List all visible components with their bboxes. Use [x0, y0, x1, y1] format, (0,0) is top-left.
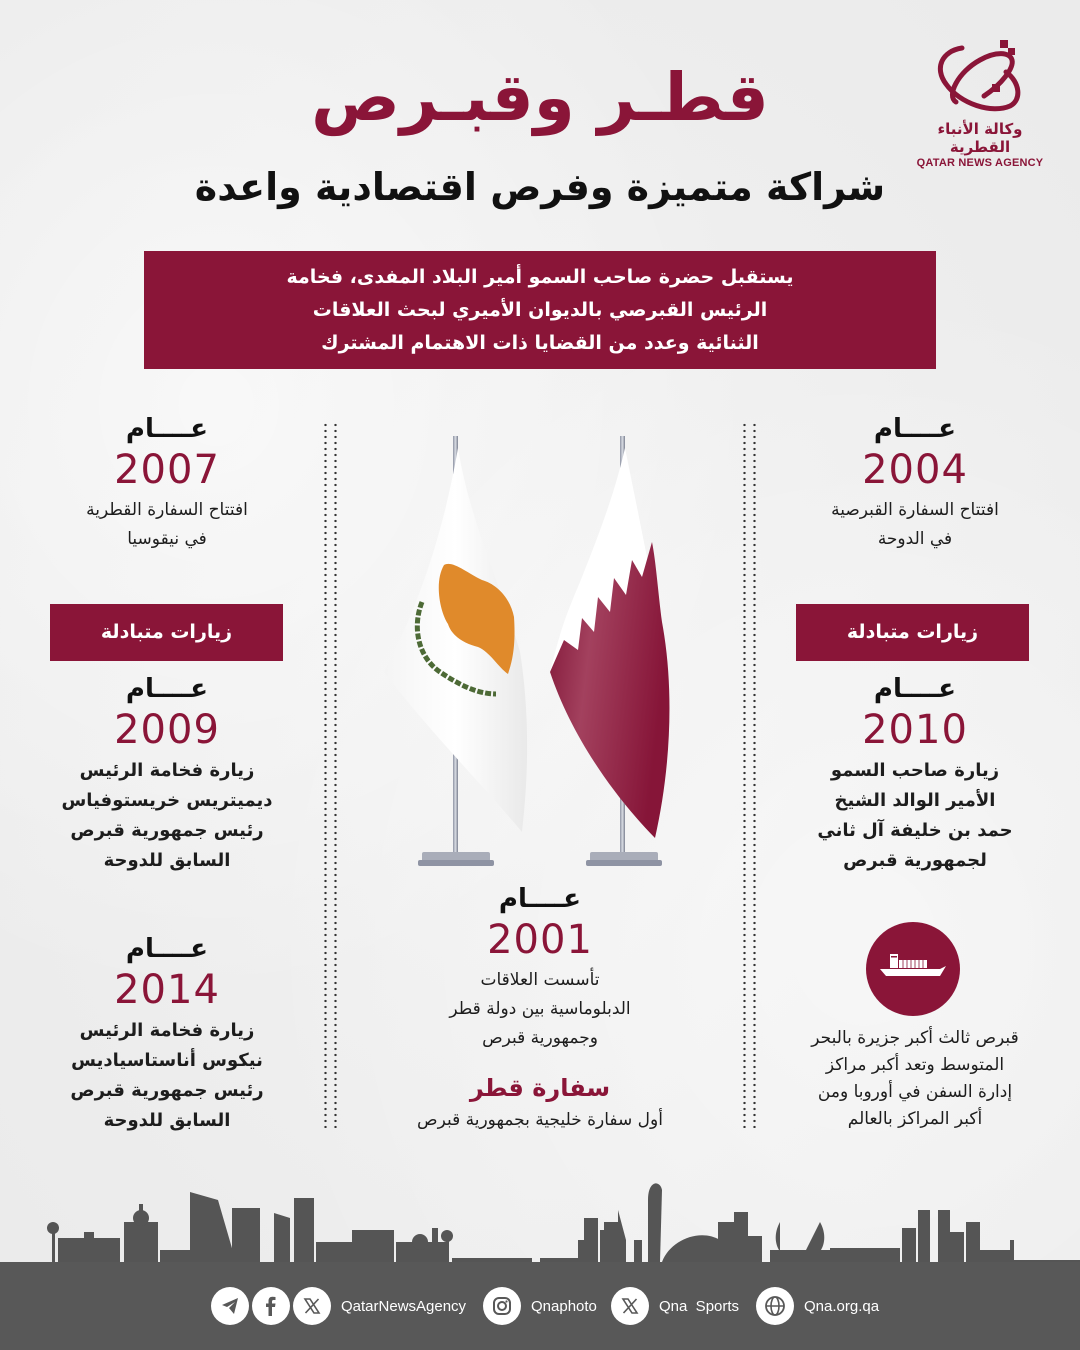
page-title: قطـر وقبـرص	[311, 59, 769, 136]
flags-illustration	[370, 432, 710, 872]
x-icon[interactable]	[293, 1287, 331, 1325]
year-value: 2004	[862, 447, 968, 493]
social-handle[interactable]: QatarNewsAgency	[341, 1297, 467, 1315]
qatar-embassy-heading: سفارة قطر	[469, 1074, 611, 1102]
item-description: زيارة صاحب السمو	[830, 760, 1000, 781]
item-description: السابق للدوحة	[103, 850, 231, 871]
social-group-website	[756, 1287, 879, 1325]
fact-line: المتوسط وتعد أكبر مراكز	[825, 1055, 1005, 1075]
fact-line: قبرص ثالث أكبر جزيرة بالبحر	[811, 1028, 1019, 1048]
timeline-item-2014	[42, 934, 292, 1136]
cargo-ship-icon	[866, 922, 960, 1016]
year-value: 2007	[114, 447, 220, 493]
logo-arabic-name: وكالة الأنباء القطرية	[937, 120, 1023, 156]
item-description: نيكوس أناستاسياديس	[71, 1050, 263, 1071]
item-description: افتتاح السفارة القبرصية	[831, 500, 999, 520]
social-handle[interactable]: Qnaphoto	[531, 1297, 597, 1315]
item-description: زيارة فخامة الرئيس	[79, 1020, 255, 1041]
timeline-item-2009	[42, 674, 292, 876]
social-group-qna-sports	[611, 1287, 739, 1325]
x-icon[interactable]	[611, 1287, 649, 1325]
year-label: عــــام	[873, 414, 957, 444]
page-subtitle: شراكة متميزة وفرص اقتصادية واعدة	[194, 165, 886, 209]
year-label: عــــام	[498, 884, 582, 914]
facebook-icon[interactable]	[252, 1287, 290, 1325]
mutual-visits-badge-left: زيارات متبادلة	[50, 604, 283, 661]
year-label: عــــام	[125, 934, 209, 964]
mutual-visits-badge-right: زيارات متبادلة	[796, 604, 1029, 661]
year-label: عــــام	[125, 674, 209, 704]
globe-icon[interactable]	[756, 1287, 794, 1325]
item-description: افتتاح السفارة القطرية	[86, 500, 248, 520]
item-description: تأسست العلاقات	[480, 970, 600, 990]
social-group-qnaphoto	[483, 1287, 597, 1325]
divider-dotted	[334, 422, 337, 1128]
qna-logo	[905, 36, 1055, 169]
social-handle[interactable]: Qna Sports	[659, 1297, 740, 1315]
year-value: 2014	[114, 967, 220, 1013]
item-description: وجمهورية قبرص	[482, 1028, 598, 1048]
year-value: 2009	[114, 707, 220, 753]
fact-line: إدارة السفن في أوروبا ومن	[817, 1082, 1013, 1102]
item-description: حمد بن خليفة آل ثاني	[817, 820, 1013, 841]
qna-emblem-icon	[932, 36, 1028, 118]
telegram-icon[interactable]	[211, 1287, 249, 1325]
fact-line: أكبر المراكز بالعالم	[847, 1109, 983, 1129]
timeline-item-2010	[790, 674, 1040, 876]
item-description: الأمير الوالد الشيخ	[834, 790, 996, 811]
banner-line: يستقبل حضرة صاحب السمو أمير البلاد المفدى، فخامة	[286, 266, 794, 288]
year-value: 2001	[487, 917, 593, 963]
qatar-flag	[550, 436, 669, 866]
qatar-embassy-description: أول سفارة خليجية بجمهورية قبرص	[417, 1110, 663, 1130]
item-description: لجمهورية قبرص	[843, 850, 987, 871]
divider-dotted	[753, 422, 756, 1128]
year-label: عــــام	[125, 414, 209, 444]
website-link[interactable]: Qna.org.qa	[804, 1297, 880, 1315]
timeline-item-2001	[400, 884, 680, 1053]
item-description: زيارة فخامة الرئيس	[79, 760, 255, 781]
item-description: الدبلوماسية بين دولة قطر	[449, 999, 631, 1019]
cyprus-fact	[790, 1025, 1040, 1133]
item-description: السابق للدوحة	[103, 1110, 231, 1131]
logo-english-name: QATAR NEWS AGENCY	[916, 157, 1044, 169]
footer-social-bar	[0, 1262, 1080, 1350]
item-description: في نيقوسيا	[127, 529, 207, 549]
intro-banner	[144, 251, 936, 369]
divider-dotted	[743, 422, 746, 1128]
item-description: رئيس جمهورية قبرص	[70, 1080, 264, 1101]
cyprus-flag	[384, 436, 527, 866]
instagram-icon[interactable]	[483, 1287, 521, 1325]
timeline-item-2004	[790, 414, 1040, 554]
banner-line: الرئيس القبرصي بالديوان الأميري لبحث العلاقات	[312, 299, 768, 321]
item-description: في الدوحة	[877, 529, 953, 549]
item-description: ديميتريس خريستوفياس	[61, 790, 273, 811]
year-label: عــــام	[873, 674, 957, 704]
social-group-qatarnewsagency	[211, 1287, 466, 1325]
year-value: 2010	[862, 707, 968, 753]
skyline-illustration	[0, 1170, 1080, 1265]
item-description: رئيس جمهورية قبرص	[70, 820, 264, 841]
timeline-item-2007	[42, 414, 292, 554]
banner-line: الثنائية وعدد من القضايا ذات الاهتمام المشترك	[321, 332, 759, 354]
divider-dotted	[324, 422, 327, 1128]
